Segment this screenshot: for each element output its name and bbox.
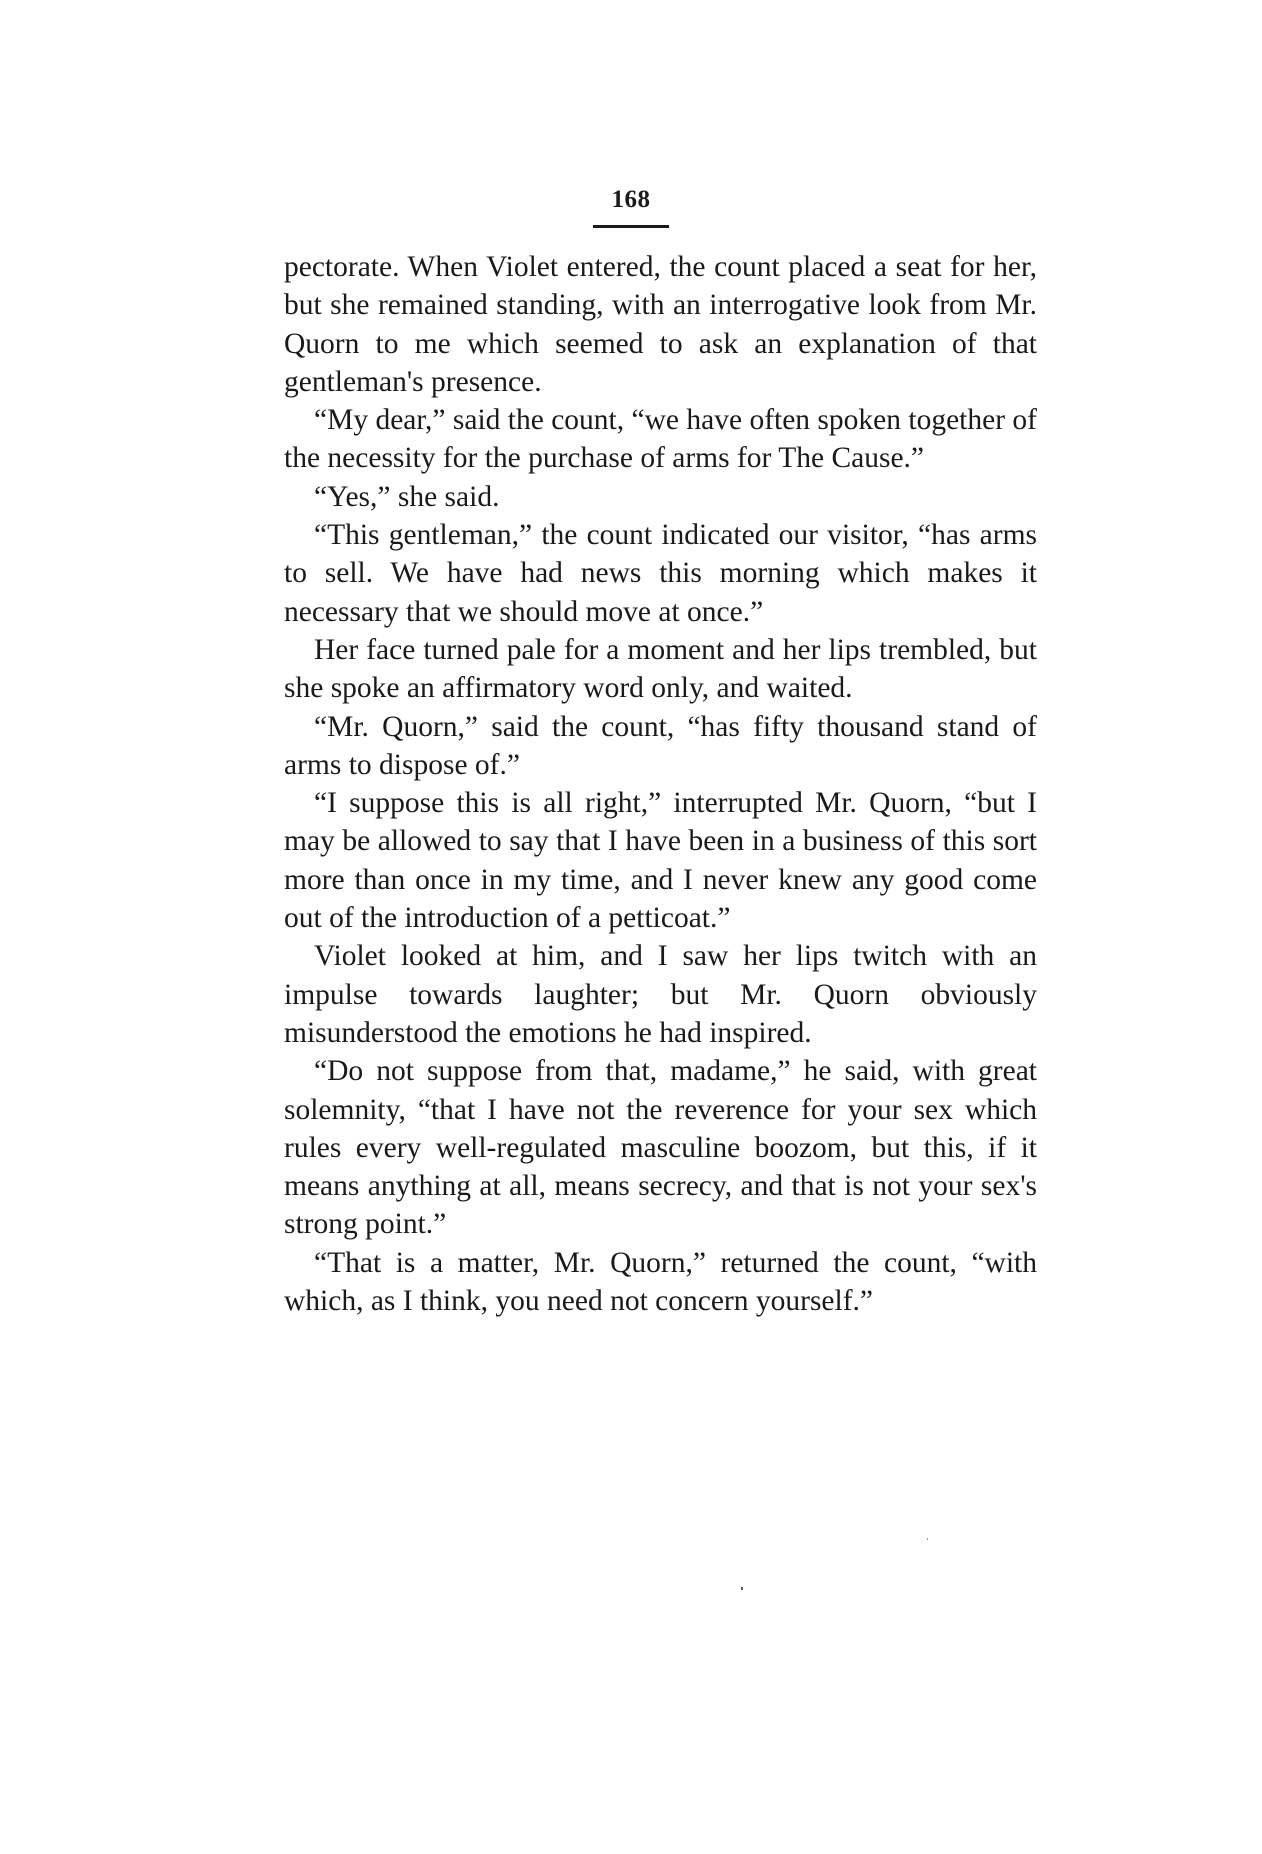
print-speck [927, 1538, 928, 1540]
paragraph: “My dear,” said the count, “we have often spoken together of the necessity for the purchase of arms for The Cause.” [284, 404, 1037, 475]
body-text [284, 248, 1037, 1320]
paragraph: pectorate. When Violet entered, the count placed a seat for her, but she remained standing, with an interrogative look from Mr. Quorn to me which seemed to ask an explanation of that gentleman's presence. [284, 251, 1037, 398]
page-number: 168 [611, 186, 651, 213]
print-speck [741, 1587, 743, 1590]
paragraph: Violet looked at him, and I saw her lips twitch with an impulse towards laughter; but Mr. Quorn obviously misunderstood the emotions he had inspired. [284, 940, 1037, 1049]
paragraph: Her face turned pale for a moment and her lips trembled, but she spoke an affirmatory word only, and waited. [284, 633, 1037, 705]
paragraph: “Mr. Quorn,” said the count, “has fifty thousand stand of arms to dispose of.” [284, 710, 1037, 781]
paragraph: “Yes,” she said. [314, 480, 500, 513]
paragraph: “I suppose this is all right,” interrupted Mr. Quorn, “but I may be allowed to say that I have been in a business of this sort more than once in my time, and I never knew any good come out of the introduction of a petticoat.” [284, 787, 1037, 935]
page-number-rule [593, 225, 669, 228]
paragraph: “Do not suppose from that, madame,” he said, with great solemnity, “that I have not the reverence for your sex which rules every well-regulated masculine boozom, but this, if it means anything at all, means secrecy, and that is not your sex's strong point.” [284, 1055, 1037, 1241]
paragraph: “That is a matter, Mr. Quorn,” returned the count, “with which, as I think, you need not concern yourself.” [284, 1246, 1037, 1318]
paragraph: “This gentleman,” the count indicated our visitor, “has arms to sell. We have had news this morning which makes it necessary that we should move at once.” [284, 519, 1037, 628]
